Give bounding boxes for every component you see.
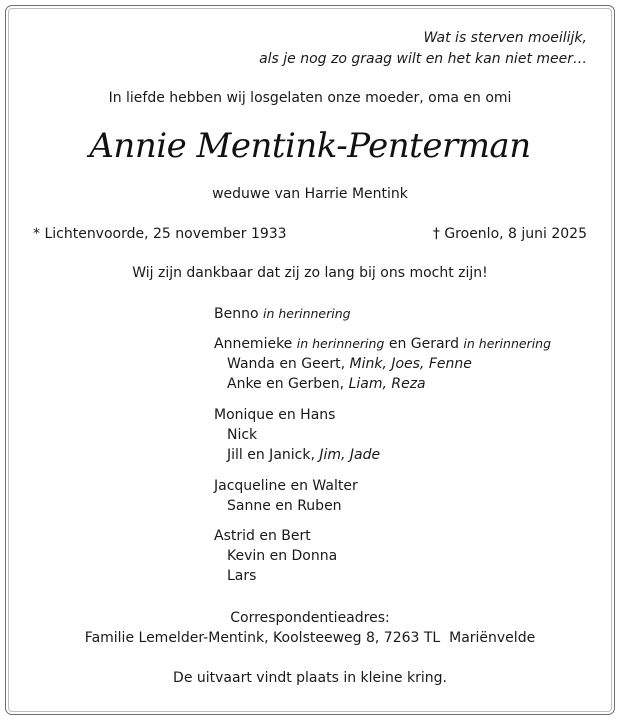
remembrance-note: in herinnering xyxy=(463,336,552,351)
widow-line: weduwe van Harrie Mentink xyxy=(212,186,408,202)
remembrance-note: in herinnering xyxy=(262,306,351,321)
quote-line-1: Wat is sterven moeilijk, xyxy=(423,30,587,46)
gratitude-text: Wij zijn dankbaar dat zij zo lang bij ons mocht zijn! xyxy=(132,265,488,281)
family-child-nick: Nick xyxy=(227,427,258,443)
correspondence-address: Familie Lemelder-Mentink, Koolsteeweg 8, 7263 TL Mariënvelde xyxy=(84,630,536,646)
family-child-jill xyxy=(214,447,380,463)
family-name: Annemieke xyxy=(214,336,293,352)
grandchildren-names: Liam, Reza xyxy=(348,376,426,392)
family-name: Jill en Janick, xyxy=(227,447,315,463)
family-entry-monique: Monique en Hans xyxy=(214,407,336,423)
deceased-name: Annie Mentink-Penterman xyxy=(89,126,531,166)
grandchildren-names: Mink, Joes, Fenne xyxy=(349,356,472,372)
family-name: Anke en Gerben, xyxy=(227,376,345,392)
family-name: en Gerard xyxy=(388,336,459,352)
grandchildren-names: Jim, Jade xyxy=(319,447,381,463)
intro-text: In liefde hebben wij losgelaten onze moeder, oma en omi xyxy=(108,90,512,106)
family-entry-astrid: Astrid en Bert xyxy=(214,528,311,544)
family-name: Benno xyxy=(214,306,259,322)
family-child-anke xyxy=(214,376,426,392)
remembrance-note: in herinnering xyxy=(296,336,385,351)
family-name: Wanda en Geert, xyxy=(227,356,346,372)
correspondence-label: Correspondentieadres: xyxy=(230,610,390,626)
death-line: † Groenlo, 8 juni 2025 xyxy=(432,226,587,242)
family-entry-benno xyxy=(214,306,351,322)
birth-line: * Lichtenvoorde, 25 november 1933 xyxy=(33,226,287,242)
funeral-note: De uitvaart vindt plaats in kleine kring. xyxy=(173,670,447,686)
family-entry-jacqueline: Jacqueline en Walter xyxy=(214,478,358,494)
family-child-wanda xyxy=(214,356,472,372)
quote-line-2: als je nog zo graag wilt en het kan niet meer… xyxy=(259,51,587,67)
family-child-kevin: Kevin en Donna xyxy=(227,548,338,564)
family-entry-annemieke xyxy=(214,336,551,352)
family-child-sanne: Sanne en Ruben xyxy=(227,498,342,514)
family-child-lars: Lars xyxy=(227,568,257,584)
